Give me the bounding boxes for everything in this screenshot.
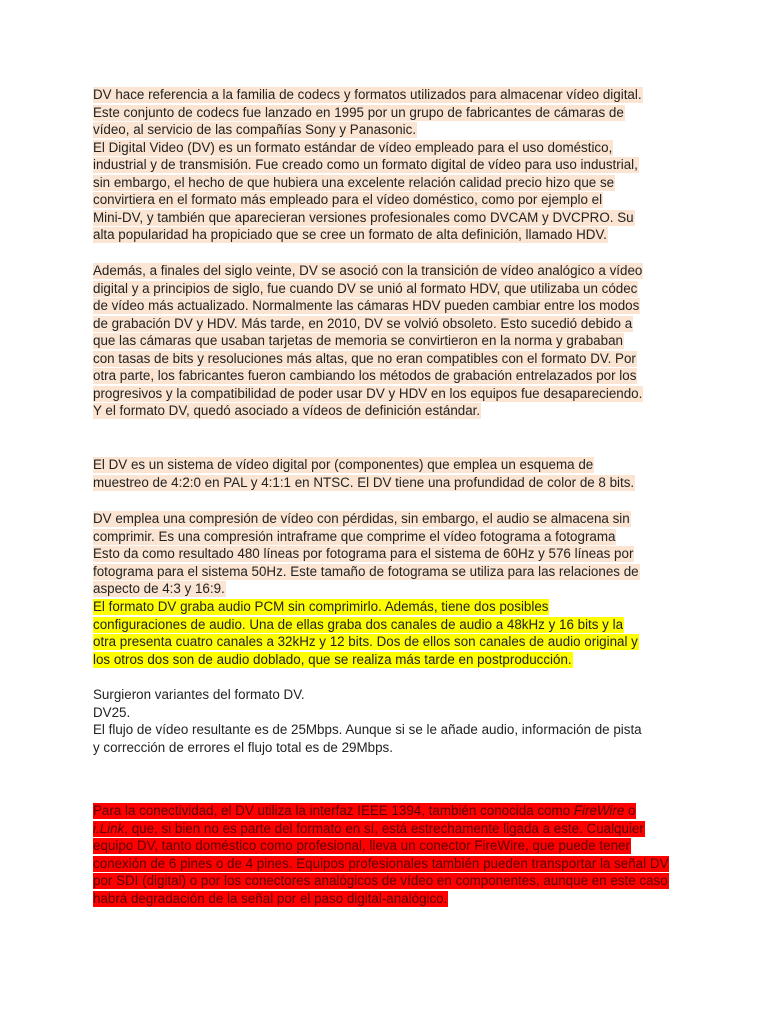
text-line: sin embargo, el hecho de que hubiera una excelente relación calidad precio hizo que se [93, 174, 615, 190]
text-line: Y el formato DV, quedó asociado a vídeos de definición estándar. [93, 403, 481, 418]
text-line: los otros dos son de audio doblado, que se realiza más tarde en postproducción. [93, 651, 572, 667]
text-line: industrial y de transmisión. Fue creado como un formato digital de vídeo para uso industrial, [93, 157, 638, 172]
paragraph-conectividad [93, 802, 683, 907]
text-line: de vídeo más actualizado. Normalmente las cámaras HDV pueden cambiar entre los modos [93, 298, 640, 313]
text-line: DV emplea una compresión de vídeo con pérdidas, sin embargo, el audio se almacena sin [93, 511, 630, 526]
text-line: conexión de 6 pines o de 4 pines. Equipos profesionales también pueden transportar la señal DV [93, 855, 669, 871]
text-line: i.Link, que, si bien no es parte del formato en sí, está estrechamente ligada a este. Cualquier [93, 820, 644, 836]
text-line: alta popularidad ha propiciado que se cree un formato de alta definición, llamado HDV. [93, 227, 607, 242]
text-line: Este conjunto de codecs fue lanzado en 1995 por un grupo de fabricantes de cámaras de [93, 104, 624, 120]
text-line: otra presenta cuatro canales a 32kHz y 12 bits. Dos de ellos son canales de audio original y [93, 634, 638, 649]
text-line: por SDI (digital) o por los conectores analógicos de vídeo en componentes, aunque en este caso [93, 873, 668, 888]
text-line: El formato DV graba audio PCM sin comprimirlo. Además, tiene dos posibles [93, 599, 549, 614]
text-line: muestreo de 4:2:0 en PAL y 4:1:1 en NTSC. El DV tiene una profundidad de color de 8 bits. [93, 474, 635, 490]
text-line: Mini-DV, y también que aparecieran versiones profesionales como DVCAM y DVCPRO. Su [93, 209, 634, 225]
text-line: El flujo de vídeo resultante es de 25Mbps. Aunque si se le añade audio, información de pista [93, 722, 642, 737]
text-line: progresivos y la compatibilidad de poder usar DV y HDV en los equipos fue desapareciendo. [93, 385, 643, 401]
text-line: El Digital Video (DV) es un formato estándar de vídeo empleado para el uso doméstico, [93, 139, 613, 155]
text-line: que las cámaras que usaban tarjetas de memoria se convirtieron en la norma y grababan [93, 333, 623, 348]
text-line: de grabación DV y HDV. Más tarde, en 2010, DV se volvió obsoleto. Esto sucedió debido a [93, 315, 633, 331]
text-line: vídeo, al servicio de las compañías Sony y Panasonic. [93, 122, 417, 137]
paragraph-ademas [93, 262, 683, 420]
paragraph-compresion [93, 510, 683, 598]
text-line: aspecto de 4:3 y 16:9. [93, 581, 225, 596]
text-line: habrá degradación de la señal por el paso digital-analógico. [93, 890, 448, 906]
text-line: comprimir. Es una compresión intraframe que comprime el vídeo fotograma a fotograma [93, 528, 616, 544]
paragraph-audio [93, 598, 683, 668]
text-line: Además, a finales del siglo veinte, DV se asoció con la transición de vídeo analógico a vídeo [93, 263, 643, 278]
text-line: configuraciones de audio. Una de ellas graba dos canales de audio a 48kHz y 16 bits y la [93, 616, 624, 632]
text-line: con tasas de bits y resoluciones más altas, que no eran compatibles con el formato DV. Por [93, 350, 636, 366]
text-line: convirtiera en el formato más empleado para el vídeo doméstico, como por ejemplo el [93, 192, 603, 207]
text-line: equipo DV, tanto doméstico como profesional, lleva un conector FireWire, que puede tener [93, 838, 630, 853]
text-line: Para la conectividad, el DV utiliza la interfaz IEEE 1394, también conocida como FireWire o [93, 803, 636, 818]
text-line: El DV es un sistema de vídeo digital por (componentes) que emplea un esquema de [93, 457, 594, 472]
text-line: otra parte, los fabricantes fueron cambiando los métodos de grabación entrelazados por los [93, 368, 637, 383]
text-line: Esto da como resultado 480 líneas por fotograma para el sistema de 60Hz y 576 líneas por [93, 546, 634, 561]
text-line: y corrección de errores el flujo total es de 29Mbps. [93, 739, 393, 755]
text-line: DV hace referencia a la familia de codecs y formatos utilizados para almacenar vídeo digital. [93, 87, 642, 102]
text-line: fotograma para el sistema 50Hz. Este tamaño de fotograma se utiliza para las relaciones de [93, 563, 639, 579]
text-line: DV25. [93, 704, 131, 720]
text-line: digital y a principios de siglo, fue cuando DV se unió al formato HDV, que utilizaba un códec [93, 280, 638, 296]
paragraph-variantes [93, 686, 683, 756]
paragraph-intro [93, 86, 683, 244]
text-line: Surgieron variantes del formato DV. [93, 687, 305, 702]
paragraph-sistema [93, 456, 683, 491]
